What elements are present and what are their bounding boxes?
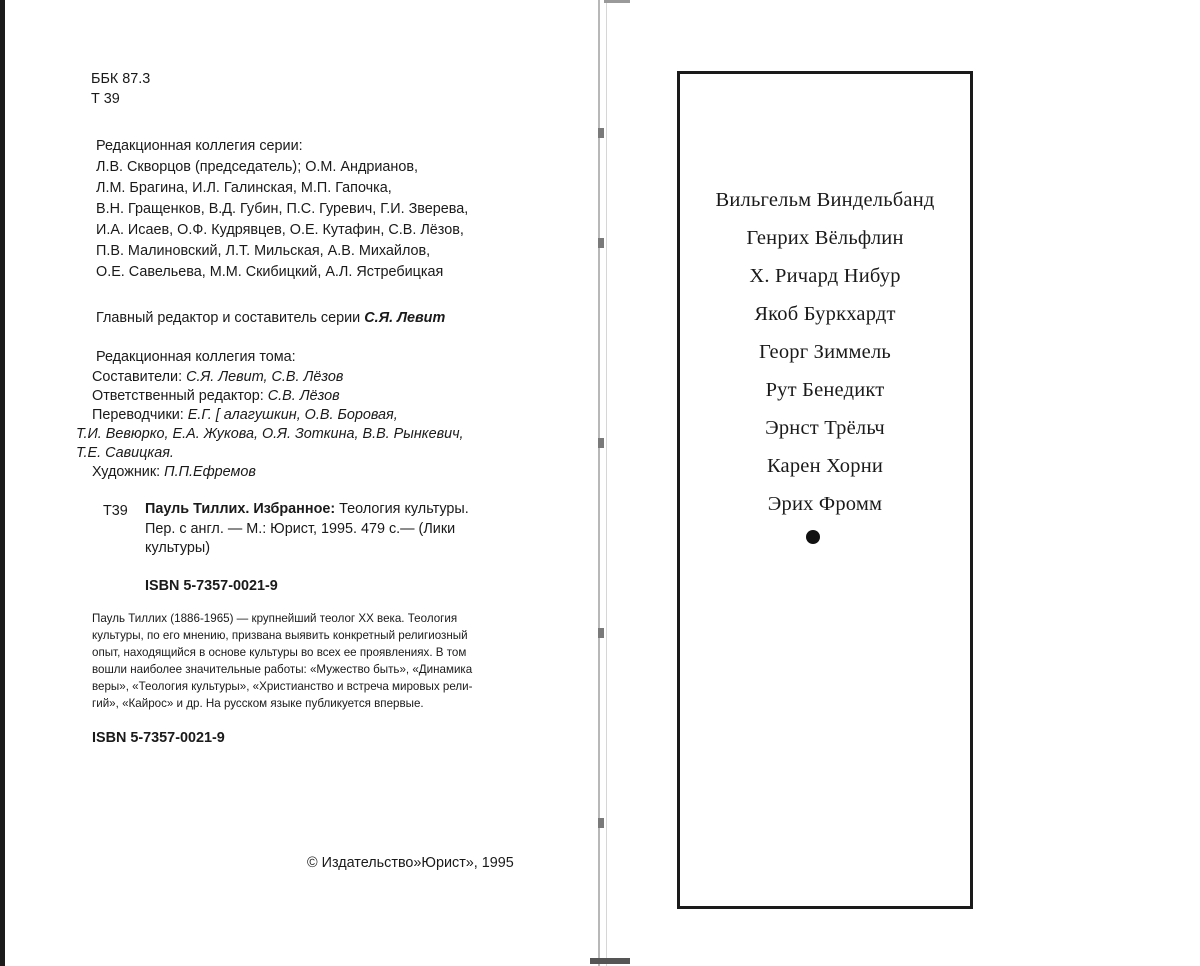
translators-names-cont: Т.И. Вевюрко, Е.А. Жукова, О.Я. Зоткина, В.В. Рынкевич, <box>76 426 464 442</box>
catalog-title: Пауль Тиллих. Избранное: <box>145 501 336 517</box>
annotation-line: веры», «Теология культуры», «Христианство и встреча мировых рели- <box>92 680 473 693</box>
author-name: Георг Зиммель <box>759 341 891 363</box>
series-board-line: Л.М. Брагина, И.Л. Галинская, М.П. Гапочка, <box>96 180 392 196</box>
series-board-line: И.А. Исаев, О.Ф. Кудрявцев, О.Е. Кутафин, С.В. Лёзов, <box>96 222 464 238</box>
compilers <box>92 367 343 387</box>
author-name: Генрих Вёльфлин <box>746 227 904 249</box>
chief-editor-name: С.Я. Левит <box>364 310 446 326</box>
compilers-names: С.Я. Левит, С.В. Лёзов <box>186 369 344 385</box>
volume-board-heading: Редакционная коллегия тома: <box>96 349 296 365</box>
responsible-editor-label: Ответственный редактор: <box>92 388 264 404</box>
series-board-line: О.Е. Савельева, М.М. Скибицкий, А.Л. Ястребицкая <box>96 264 444 280</box>
author-name: Карен Хорни <box>766 455 884 477</box>
catalog-title-line <box>145 499 469 519</box>
chief-editor <box>96 308 445 328</box>
author-name: Эрих Фромм <box>767 493 883 515</box>
book-spine-edge <box>606 0 607 966</box>
responsible-editor-name: С.В. Лёзов <box>267 388 340 404</box>
isbn: ISBN 5-7357-0021-9 <box>145 578 278 594</box>
author-name: Х. Ричард Нибур <box>749 265 901 287</box>
artist <box>92 462 256 482</box>
annotation-line: гий», «Кайрос» и др. На русском языке публикуется впервые. <box>92 697 424 710</box>
annotation-line: опыт, находящийся в основе культуры во всех ее проявлениях. В том <box>92 646 467 659</box>
translators-label: Переводчики: <box>92 407 184 423</box>
bullet-ornament <box>806 530 820 544</box>
catalog-imprint: Пер. с англ. — М.: Юрист, 1995. 479 с.— (Лики <box>145 521 456 537</box>
series-authors-list <box>680 181 970 523</box>
copyright: © Издательство»Юрист», 1995 <box>307 855 514 871</box>
catalog-series: культуры) <box>145 540 211 556</box>
series-board-line: В.Н. Гращенков, В.Д. Губин, П.С. Гуревич, Г.И. Зверева, <box>96 201 469 217</box>
artist-name: П.П.Ефремов <box>164 464 256 480</box>
chief-editor-label: Главный редактор и составитель серии <box>96 310 361 326</box>
spine-top-mark <box>604 0 630 3</box>
bbk-code: ББК 87.3 <box>91 71 151 87</box>
translators-names-cont: Т.Е. Савицкая. <box>76 445 174 461</box>
isbn-footer: ISBN 5-7357-0021-9 <box>92 730 225 746</box>
author-mark: Т 39 <box>91 91 120 107</box>
author-name: Якоб Буркхардт <box>754 303 896 325</box>
author-name: Рут Бенедикт <box>765 379 885 401</box>
series-board-line: Л.В. Скворцов (председатель); О.М. Андрианов, <box>96 159 418 175</box>
series-board-line: П.В. Малиновский, Л.Т. Мильская, А.В. Михайлов, <box>96 243 431 259</box>
responsible-editor <box>92 386 340 406</box>
translators-names: Е.Г. [ алагушкин, О.В. Боровая, <box>187 407 398 423</box>
catalog-subtitle: Теология культуры. <box>339 501 469 517</box>
series-authors-frame <box>677 71 973 909</box>
author-name: Вильгельм Виндельбанд <box>715 189 935 211</box>
annotation-line: вошли наиболее значительные работы: «Мужество быть», «Динамика <box>92 663 473 676</box>
translators <box>92 405 398 425</box>
compilers-label: Составители: <box>92 369 183 385</box>
annotation-line: Пауль Тиллих (1886-1965) — крупнейший теолог XX века. Теология <box>92 612 458 625</box>
author-name: Эрнст Трёльч <box>765 417 885 439</box>
catalog-code: Т39 <box>103 503 128 519</box>
annotation-line: культуры, по его мнению, призвана выявить конкретный религиозный <box>92 629 468 642</box>
artist-label: Художник: <box>92 464 161 480</box>
series-board-heading: Редакционная коллегия серии: <box>96 138 303 154</box>
